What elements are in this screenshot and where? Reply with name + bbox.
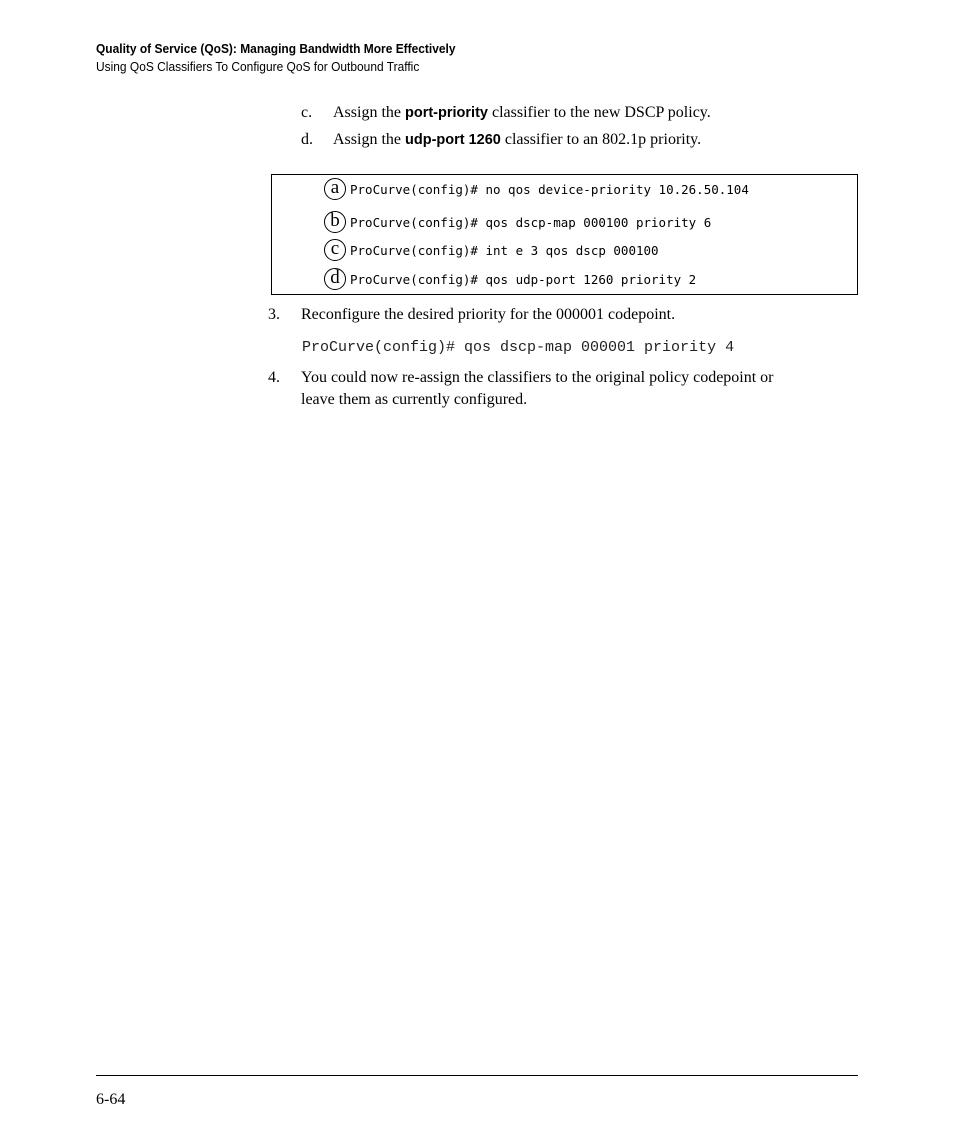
command-line-d [324,267,696,291]
step-text: Reconfigure the desired priority for the 000001 codepoint. [301,306,676,323]
step-marker-b: b [324,211,346,233]
substep-text: classifier to the new DSCP policy. [487,104,711,121]
step-marker-a: a [324,178,346,200]
step-text: leave them as currently configured. [301,391,528,408]
cli-command: ProCurve(config)# qos dscp-map 000100 priority 6 [350,214,712,230]
page-number: 6-64 [96,1091,126,1108]
cli-command: ProCurve(config)# int e 3 qos dscp 000100 [350,242,659,258]
substep-text: Assign the [333,131,405,148]
cli-screenshot-figure [271,174,858,295]
running-header-title: Quality of Service (QoS): Managing Bandwidth More Effectively [96,41,456,56]
classifier-keyword: port-priority [405,105,488,121]
cli-example: ProCurve(config)# qos dscp-map 000001 priority 4 [302,339,735,356]
substep-c [301,104,711,122]
cli-command: ProCurve(config)# no qos device-priority 10.26.50.104 [350,181,749,197]
footer-rule [96,1075,858,1076]
substep-label: d. [301,131,313,148]
running-header-subtitle: Using QoS Classifiers To Configure QoS for Outbound Traffic [96,59,420,74]
classifier-keyword: udp-port 1260 [405,132,501,148]
step-text: You could now re-assign the classifiers to the original policy codepoint or [301,369,774,386]
cli-command: ProCurve(config)# qos udp-port 1260 priority 2 [350,271,697,287]
step-3 [268,306,858,328]
step-number: 3. [268,306,280,323]
command-line-b [324,210,711,234]
step-number: 4. [268,369,280,386]
substep-text: Assign the [333,104,405,121]
step-marker-c: c [324,239,346,261]
substep-text: classifier to an 802.1p priority. [500,131,702,148]
command-line-a [324,177,749,201]
step-4 [268,369,858,413]
substep-d [301,131,701,149]
substep-label: c. [301,104,313,121]
command-line-c [324,238,659,262]
step-marker-d: d [324,268,346,290]
